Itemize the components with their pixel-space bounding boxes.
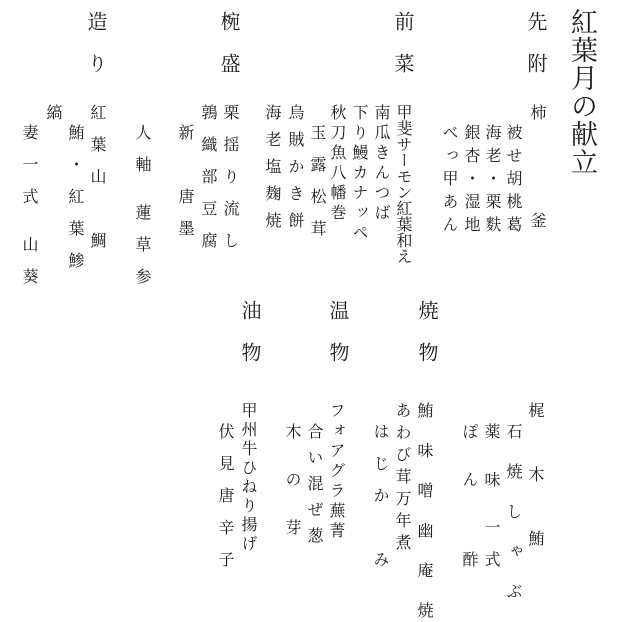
menu-item: 妻 一 式 山 葵 xyxy=(20,124,39,284)
section-heading-sakizuke: 先附 xyxy=(524,11,548,95)
menu-item: 伏 見 唐 辛 子 xyxy=(216,423,235,567)
menu-item: 鮪 ・ 紅 葉 鯵 xyxy=(66,124,85,268)
menu-item: 合い混ぜ葱 xyxy=(305,423,324,553)
section-heading-tsukuri: 造り xyxy=(84,11,108,95)
menu-item: 南瓜きんつば xyxy=(372,104,391,224)
menu-item: 人 軸 蓮 草 参 xyxy=(133,124,152,284)
menu-item: 縞 xyxy=(44,104,63,120)
menu-item: 鶉 織 部 豆 腐 xyxy=(199,104,218,248)
menu-title: 紅葉月の献立 xyxy=(566,8,597,176)
menu-item: べっ甲あん xyxy=(440,124,459,239)
menu-item: フォアグラ蕪菁 xyxy=(327,402,346,542)
menu-item: 烏賊かき餅 xyxy=(286,104,305,239)
menu-item: 秋刀魚八幡巻 xyxy=(328,104,347,224)
section-heading-wanmori: 椀盛 xyxy=(217,11,241,95)
section-heading-nukumono: 温物 xyxy=(326,300,350,384)
menu-item: 被せ胡桃葛 xyxy=(504,124,523,239)
menu-item: 玉 露 松 茸 xyxy=(308,124,327,236)
menu-item: 柿 釜 xyxy=(528,104,547,230)
section-heading-aburamono: 油物 xyxy=(238,300,262,384)
menu-item: 甲州牛ひねり揚げ xyxy=(239,402,258,554)
section-heading-yakimono: 焼物 xyxy=(415,300,439,384)
menu-item: あわび茸万年煮 xyxy=(393,402,412,556)
menu-item: 紅 葉 山 鯛 xyxy=(88,104,107,248)
menu-item: 鮪 味 噌 幽 庵 焼 xyxy=(415,402,434,622)
menu-item: は じ か み xyxy=(371,423,390,567)
section-heading-zensai: 前菜 xyxy=(391,11,415,95)
menu-item: 新 唐 墨 xyxy=(176,124,195,236)
menu-item: 甲斐サーモン紅葉和え xyxy=(394,104,413,264)
menu-item: 銀杏・湿地 xyxy=(462,124,481,239)
menu-item: 下り鰻カナッペ xyxy=(350,104,369,244)
menu-item: 薬 味 一 式 xyxy=(482,423,501,567)
menu-item: 海老・栗麩 xyxy=(483,124,502,239)
menu-item: 石 焼 し ゃ ぶ xyxy=(504,423,523,603)
menu-item: 梶 木 鮪 xyxy=(526,402,545,546)
menu-item: ぽ ん 酢 xyxy=(460,423,479,567)
menu-item: 木 の 芽 xyxy=(283,423,302,535)
menu-item: 栗 揺 り 流 し xyxy=(221,104,240,248)
menu-item: 海老塩麹焼 xyxy=(263,104,282,239)
